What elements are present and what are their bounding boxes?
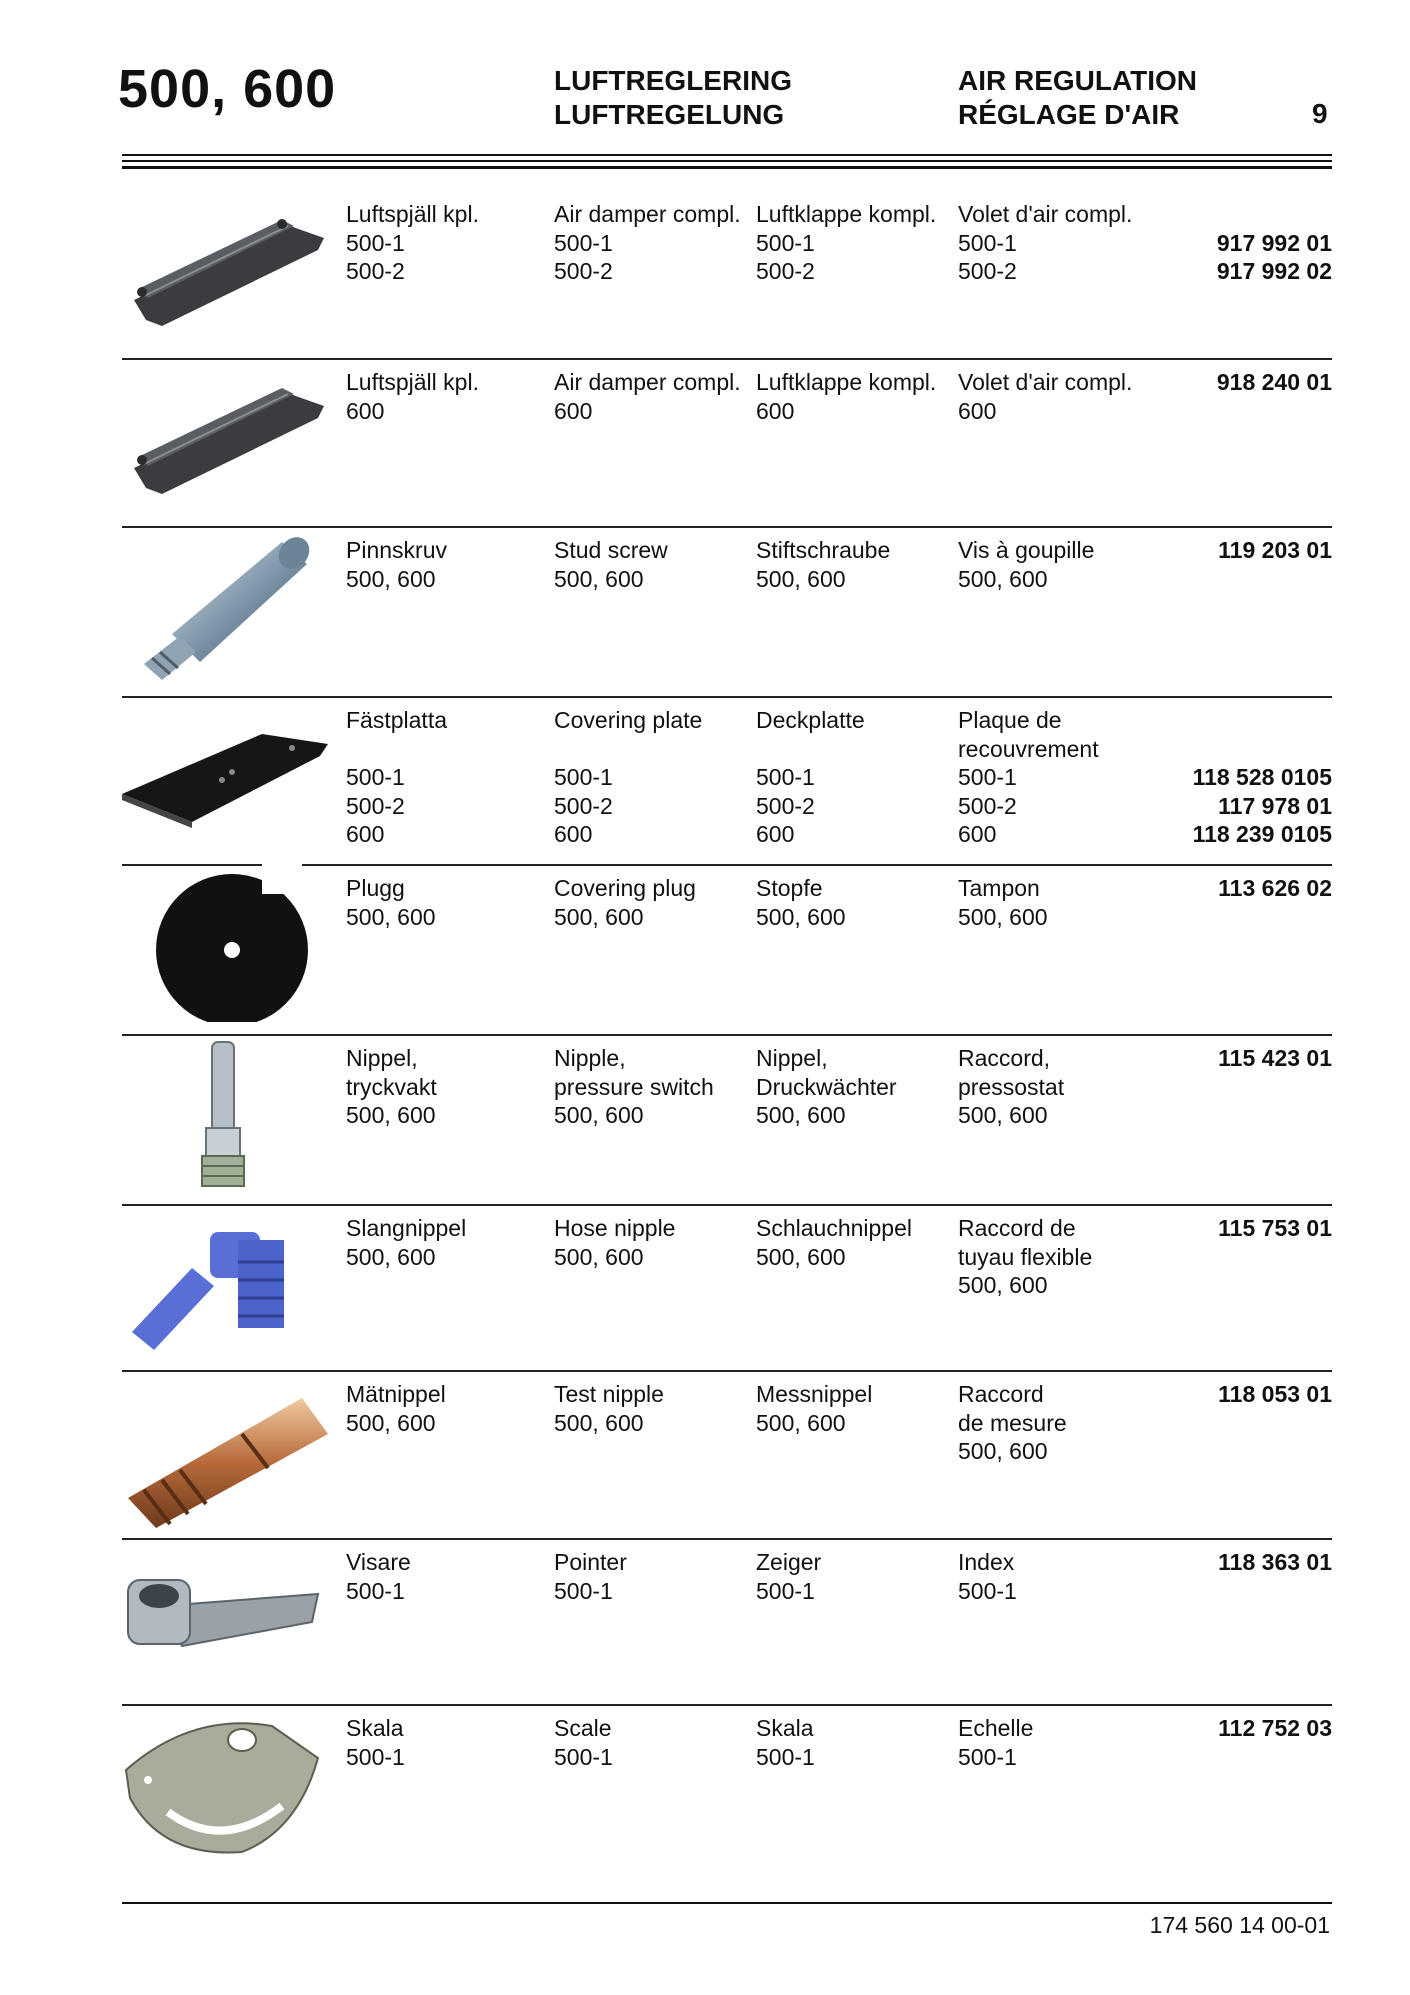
description-french: Volet d'air compl. 500-1 500-2 [958, 201, 1133, 284]
part-row [122, 1702, 1332, 1872]
description-english: Nipple, pressure switch 500, 600 [554, 1045, 714, 1128]
description-french: Echelle 500-1 [958, 1715, 1034, 1770]
part-row [122, 1536, 1332, 1706]
description-german: Schlauchnippel 500, 600 [756, 1215, 913, 1270]
air-damper-image [122, 356, 342, 516]
description-german: Zeiger 500-1 [756, 1549, 822, 1604]
footer-rule [122, 1902, 1332, 1904]
hose-nipple-image [122, 1202, 342, 1362]
part-numbers: 115 423 01 [1218, 1045, 1332, 1071]
part-numbers: 119 203 01 [1218, 537, 1332, 563]
scale-image [122, 1702, 342, 1862]
part-numbers: 112 752 03 [1218, 1715, 1332, 1741]
description-english: Covering plate 500-1 500-2 600 [554, 707, 703, 847]
description-french: Plaque de recouvrement 500-1 500-2 600 [958, 707, 1099, 847]
section-title-sv-de [554, 64, 792, 132]
description-english: Scale 500-1 [554, 1715, 613, 1770]
part-row [122, 694, 1332, 864]
description-german: Luftklappe kompl. 600 [756, 369, 937, 424]
part-row [122, 1368, 1332, 1538]
header-rule-3 [122, 166, 1332, 169]
description-english: Stud screw 500, 600 [554, 537, 668, 592]
description-swedish: Mätnippel 500, 600 [346, 1381, 446, 1436]
description-swedish: Fästplatta 500-1 500-2 600 [346, 707, 447, 847]
nipple-image [122, 1032, 342, 1192]
part-row [122, 356, 1332, 526]
header-rule-2 [122, 160, 1332, 162]
description-swedish: Plugg 500, 600 [346, 875, 436, 930]
description-german: Deckplatte 500-1 500-2 600 [756, 707, 865, 847]
title-swedish: LUFTREGLERING [554, 65, 792, 96]
part-row [122, 862, 1332, 1032]
description-swedish: Luftspjäll kpl. 600 [346, 369, 479, 424]
part-numbers: 918 240 01 [1216, 369, 1332, 395]
description-german: Nippel, Druckwächter 500, 600 [756, 1045, 897, 1128]
description-english: Pointer 500-1 [554, 1549, 627, 1604]
part-numbers: 917 992 01 917 992 02 [1216, 229, 1332, 284]
description-french: Tampon 500, 600 [958, 875, 1048, 930]
part-numbers: 118 053 01 [1218, 1381, 1332, 1407]
description-german: Luftklappe kompl. 500-1 500-2 [756, 201, 937, 284]
part-row [122, 1032, 1332, 1202]
test-nipple-image [122, 1368, 342, 1528]
part-numbers: 118 528 0105 117 978 01 118 239 0105 [1192, 764, 1332, 847]
description-swedish: Pinnskruv 500, 600 [346, 537, 447, 592]
description-swedish: Visare 500-1 [346, 1549, 411, 1604]
description-german: Skala 500-1 [756, 1715, 815, 1770]
pointer-image [122, 1536, 342, 1696]
description-french: Volet d'air compl. 600 [958, 369, 1133, 424]
description-swedish: Slangnippel 500, 600 [346, 1215, 467, 1270]
part-row [122, 188, 1332, 358]
description-french: Index 500-1 [958, 1549, 1017, 1604]
part-row [122, 1202, 1332, 1372]
description-english: Covering plug 500, 600 [554, 875, 696, 930]
description-french: Raccord de mesure 500, 600 [958, 1381, 1067, 1464]
part-numbers: 118 363 01 [1218, 1549, 1332, 1575]
description-french: Vis à goupille 500, 600 [958, 537, 1095, 592]
description-english: Hose nipple 500, 600 [554, 1215, 676, 1270]
part-numbers: 113 626 02 [1218, 875, 1332, 901]
description-swedish: Nippel, tryckvakt 500, 600 [346, 1045, 437, 1128]
description-french: Raccord de tuyau flexible 500, 600 [958, 1215, 1093, 1298]
part-numbers: 115 753 01 [1218, 1215, 1332, 1241]
description-english: Air damper compl. 600 [554, 369, 741, 424]
section-title-en-fr [958, 64, 1197, 132]
title-german: LUFTREGELUNG [554, 99, 785, 130]
covering-plug-image [122, 862, 342, 1022]
description-swedish: Luftspjäll kpl. 500-1 500-2 [346, 201, 479, 284]
model-title: 500, 600 [118, 59, 337, 119]
page-number: 9 [1312, 98, 1328, 129]
document-number: 174 560 14 00-01 [1149, 1912, 1330, 1938]
description-german: Stopfe 500, 600 [756, 875, 846, 930]
stud-screw-image [122, 524, 342, 684]
description-german: Stiftschraube 500, 600 [756, 537, 891, 592]
part-row [122, 524, 1332, 694]
air-damper-image [122, 188, 342, 348]
description-swedish: Skala 500-1 [346, 1715, 405, 1770]
description-german: Messnippel 500, 600 [756, 1381, 873, 1436]
header-rule-1 [122, 154, 1332, 156]
description-french: Raccord, pressostat 500, 600 [958, 1045, 1065, 1128]
description-english: Test nipple 500, 600 [554, 1381, 664, 1436]
covering-plate-image [122, 694, 342, 854]
title-english: AIR REGULATION [958, 65, 1198, 96]
description-english: Air damper compl. 500-1 500-2 [554, 201, 741, 284]
title-french: RÉGLAGE D'AIR [958, 99, 1180, 130]
